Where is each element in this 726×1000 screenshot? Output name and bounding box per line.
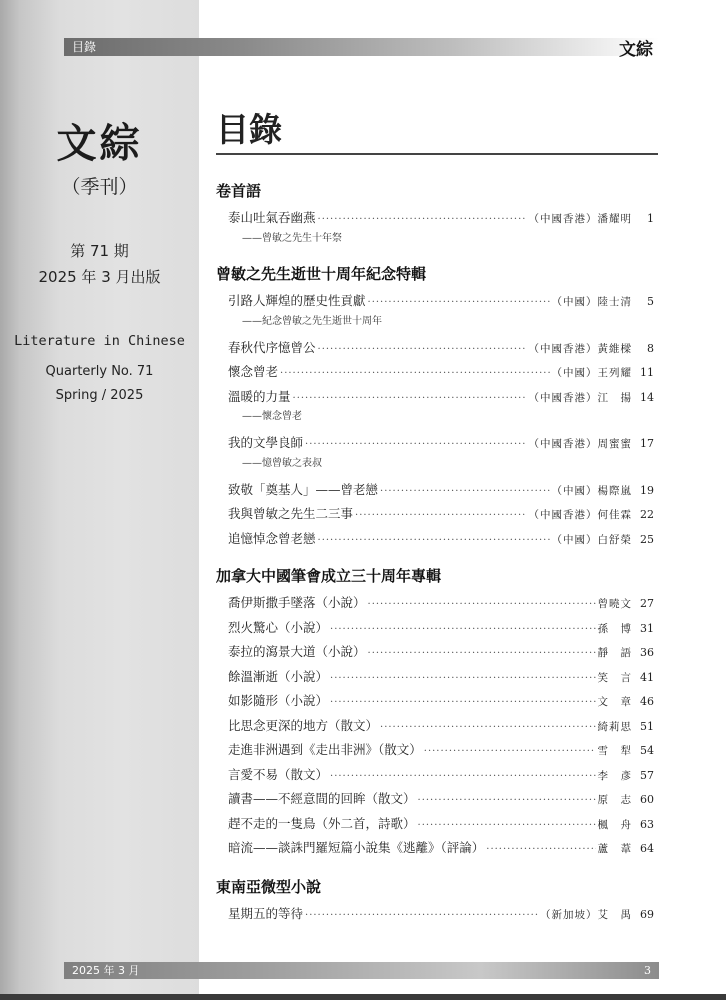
leader-dots (330, 697, 595, 708)
toc-entry-title: 追憶悼念曾老戀 (228, 530, 316, 546)
toc-entry[interactable] (228, 789, 654, 807)
toc-entry-author: 原 志 (597, 794, 632, 806)
toc-entry-author: （中國香港）周蜜蜜 (528, 438, 632, 450)
leader-dots (330, 673, 595, 684)
toc-entry-subtitle: ——憶曾敏之表叔 (242, 457, 322, 469)
toc-entry-author: 靜 語 (597, 647, 632, 659)
toc-entry-author: 笑 言 (597, 671, 632, 684)
leader-dots (330, 771, 595, 782)
footer-date: 2025 年 3 月 (72, 964, 140, 977)
toc-entry[interactable] (228, 208, 654, 226)
leader-dots (318, 535, 550, 546)
leader-dots (330, 624, 595, 635)
toc-entry-title: 喬伊斯撒手墜落（小說） (228, 595, 366, 610)
leader-dots (368, 297, 550, 308)
journal-logo: 文綜 (56, 120, 143, 167)
leader-dots (318, 214, 527, 225)
toc-entry-title: 比思念更深的地方（散文） (228, 717, 379, 733)
toc-entry-title: 趕不走的一隻鳥（外二首，詩歌） (228, 815, 416, 831)
toc-entry-author: （新加坡）艾 禺 (540, 909, 632, 921)
toc-entry-title: 溫暖的力量 (228, 388, 291, 404)
toc-entry-author: （中國）白舒榮 (551, 533, 632, 546)
toc-entry-page: 25 (640, 532, 654, 546)
toc-entry-author: （中國香港）何佳霖 (528, 509, 632, 521)
header-brand: 文綜 (619, 40, 653, 60)
leader-dots (293, 393, 527, 404)
page-title: 目錄 (216, 110, 282, 149)
toc-entry-title: 暗流——談誅門羅短篇小說集《逃離》（評論） (228, 840, 485, 855)
toc-entry-author: （中國）陸士清 (551, 296, 632, 308)
leader-dots (424, 746, 596, 757)
leader-dots (380, 722, 595, 733)
toc-entry-page: 36 (640, 646, 654, 659)
journal-frequency: （季刊） (61, 176, 138, 198)
toc-entry[interactable] (228, 338, 654, 356)
toc-entry-author: （中國香港）黃維樑 (528, 342, 632, 355)
toc-entry-title: 如影隨形（小說） (228, 693, 329, 708)
header-bar (64, 38, 659, 60)
issue-number: 第 71 期 (70, 242, 129, 260)
toc-entry-page: 22 (640, 508, 654, 521)
english-title: Literature in Chinese (14, 333, 185, 349)
toc-entry[interactable] (228, 433, 654, 451)
leader-dots (305, 910, 538, 921)
toc-entry[interactable] (228, 291, 654, 309)
toc-entry-page: 46 (640, 695, 654, 708)
toc-entry[interactable] (228, 716, 654, 734)
toc-entry-author: 曾曉文 (597, 598, 632, 610)
toc-entry-page: 11 (640, 366, 654, 379)
footer-bar (64, 962, 659, 979)
leader-dots (418, 795, 596, 806)
toc-entry-title: 懷念曾老 (228, 364, 279, 379)
leader-dots (355, 510, 526, 521)
toc-entry-title: 泰山吐氣吞幽燕 (228, 210, 316, 225)
toc-entry-page: 17 (640, 437, 654, 450)
toc-entry-title: 引路人輝煌的歷史性貢獻 (228, 293, 366, 308)
toc-entry-page: 5 (647, 295, 654, 308)
toc-entry-page: 60 (640, 793, 654, 806)
toc-entry-author: 李 彥 (597, 769, 632, 782)
toc-entry-page: 54 (640, 744, 654, 757)
leader-dots (486, 844, 595, 855)
toc-section-title: 卷首語 (216, 182, 262, 200)
toc-entry[interactable] (228, 504, 654, 522)
title-divider (216, 153, 658, 155)
toc-entry-page: 41 (640, 670, 654, 684)
toc-entry-title: 春秋代序憶曾公 (228, 339, 316, 355)
toc-entry[interactable] (228, 838, 654, 856)
toc-entry-subtitle: ——曾敏之先生十年祭 (242, 232, 342, 244)
toc-entry[interactable] (228, 593, 654, 611)
toc-entry-page: 1 (647, 212, 654, 225)
toc-entry-subtitle: ——紀念曾敏之先生逝世十周年 (242, 315, 382, 327)
page-number: 3 (644, 964, 651, 977)
leader-dots (418, 820, 596, 831)
toc-entry[interactable] (228, 480, 654, 498)
toc-entry[interactable] (228, 529, 654, 547)
toc-entry-author: 楓 舟 (597, 818, 632, 831)
toc-entry-title: 言愛不易（散文） (228, 766, 329, 782)
leader-dots (305, 439, 526, 450)
toc-entry-author: （中國香港）江 揚 (528, 391, 632, 404)
toc-entry-title: 烈火驚心（小說） (228, 619, 329, 635)
toc-entry[interactable] (228, 765, 654, 783)
toc-entry-title: 走進非洲遇到《走出非洲》（散文） (228, 742, 422, 757)
leader-dots (280, 368, 549, 379)
toc-entry-title: 致敬「奠基人」——曾老戀 (228, 481, 379, 497)
toc-entry-page: 19 (640, 483, 654, 497)
toc-entry-title: 星期五的等待 (228, 906, 304, 921)
toc-entry-title: 我與曾敏之先生二三事 (228, 506, 354, 521)
toc-entry-title: 讀書——不經意間的回眸（散文） (228, 791, 416, 806)
toc-entry-author: （中國）楊際嵐 (551, 484, 632, 497)
english-issue: Quarterly No. 71 (45, 364, 154, 379)
toc-entry-author: 雪 犁 (597, 745, 632, 757)
toc-entry[interactable] (228, 642, 654, 660)
toc-entry-page: 8 (647, 341, 654, 355)
toc-entry-page: 31 (640, 621, 654, 635)
leader-dots (380, 486, 549, 497)
toc-entry[interactable] (228, 740, 654, 758)
toc-entry-title: 我的文學良師 (228, 435, 304, 450)
toc-entry-subtitle: ——懷念曾老 (242, 411, 302, 422)
leader-dots (368, 599, 596, 610)
toc-entry-author: 蘆 葦 (597, 843, 632, 855)
bottom-edge (0, 994, 726, 1000)
toc-entry-author: （中國）王列耀 (551, 367, 632, 379)
toc-entry[interactable] (228, 904, 654, 922)
issue-date: 2025 年 3 月出版 (38, 268, 161, 286)
header-section-label: 目錄 (72, 40, 97, 54)
toc-entry-page: 57 (640, 768, 654, 782)
toc-entry-title: 餘溫漸逝（小說） (228, 668, 329, 684)
toc-section-title: 曾敏之先生逝世十周年紀念特輯 (216, 265, 427, 283)
toc-entry[interactable] (228, 362, 654, 380)
toc-entry-page: 69 (640, 908, 654, 921)
toc-entry-page: 14 (640, 390, 654, 404)
toc-entry-page: 63 (640, 817, 654, 831)
toc-entry[interactable] (228, 387, 654, 405)
toc-section-title: 加拿大中國筆會成立三十周年專輯 (216, 567, 442, 585)
toc-entry-title: 泰拉的瀉景大道（小說） (228, 644, 366, 659)
toc-entry[interactable] (228, 814, 654, 832)
toc-entry[interactable] (228, 618, 654, 636)
leader-dots (318, 344, 527, 355)
toc-entry-author: （中國香港）潘耀明 (528, 213, 632, 225)
toc-entry-author: 孫 博 (597, 622, 632, 635)
english-season: Spring / 2025 (55, 388, 144, 403)
toc-entry-author: 綺莉思 (597, 720, 632, 733)
leader-dots (368, 648, 596, 659)
toc-entry[interactable] (228, 667, 654, 685)
toc-entry-page: 27 (640, 597, 654, 610)
toc-entry-page: 51 (640, 719, 654, 733)
toc-entry[interactable] (228, 691, 654, 709)
toc-section-title: 東南亞微型小說 (216, 878, 322, 896)
toc-entry-page: 64 (640, 842, 654, 855)
toc-entry-author: 文 章 (597, 696, 632, 708)
